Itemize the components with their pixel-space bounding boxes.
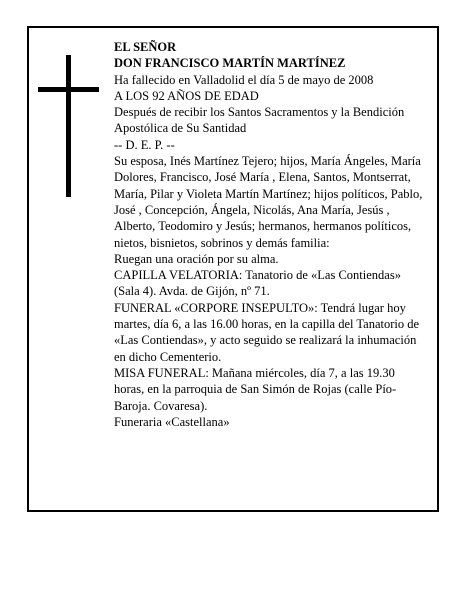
sacraments-statement: Después de recibir los Santos Sacramentos y la Bendición Apostólica de Su Santidad — [114, 105, 405, 136]
cross-horizontal-bar — [38, 87, 99, 92]
cross-vertical-bar — [66, 55, 71, 197]
mass-paragraph: MISA FUNERAL: Mañana miércoles, día 7, a las 19.30 horas, en la parroquia de San Simón de Rojas (calle Pío-Baroja. Covaresa). — [114, 365, 397, 413]
dep-line: -- D. E. P. -- — [114, 137, 175, 152]
family-paragraph: Su esposa, Inés Martínez Tejero; hijos, María Ángeles, María Dolores, Francisco, José María , Elena, Santos, Montserrat, María, Pilar y Violeta Martín Martínez; hijos políticos, Pablo, José , Concepción, Ángela, Nicolás, Ana María, Jesús , Alberto, Teodomiro y Jesús; hermanos, hermanos políticos, nietos, bisnietos, sobrinos y demás familia: — [114, 154, 423, 250]
title-line-1: EL SEÑOR — [114, 40, 177, 54]
age-statement: A LOS 92 AÑOS DE EDAD — [114, 88, 259, 103]
obituary-text — [114, 39, 426, 430]
deceased-name: DON FRANCISCO MARTÍN MARTÍNEZ — [114, 56, 346, 71]
chapel-paragraph: CAPILLA VELATORIA: Tanatorio de «Las Contiendas» (Sala 4). Avda. de Gijón, nº 71. — [114, 268, 401, 299]
funeral-home-line: Funeraria «Castellana» — [114, 414, 230, 429]
prayer-line: Ruegan una oración por su alma. — [114, 251, 279, 266]
death-statement: Ha fallecido en Valladolid el día 5 de mayo de 2008 — [114, 72, 374, 87]
funeral-paragraph: FUNERAL «CORPORE INSEPULTO»: Tendrá lugar hoy martes, día 6, a las 16.00 horas, en la capilla del Tanatorio de «Las Contiendas», y acto seguido se realizará la inhumación en dicho Cementerio. — [114, 300, 420, 364]
